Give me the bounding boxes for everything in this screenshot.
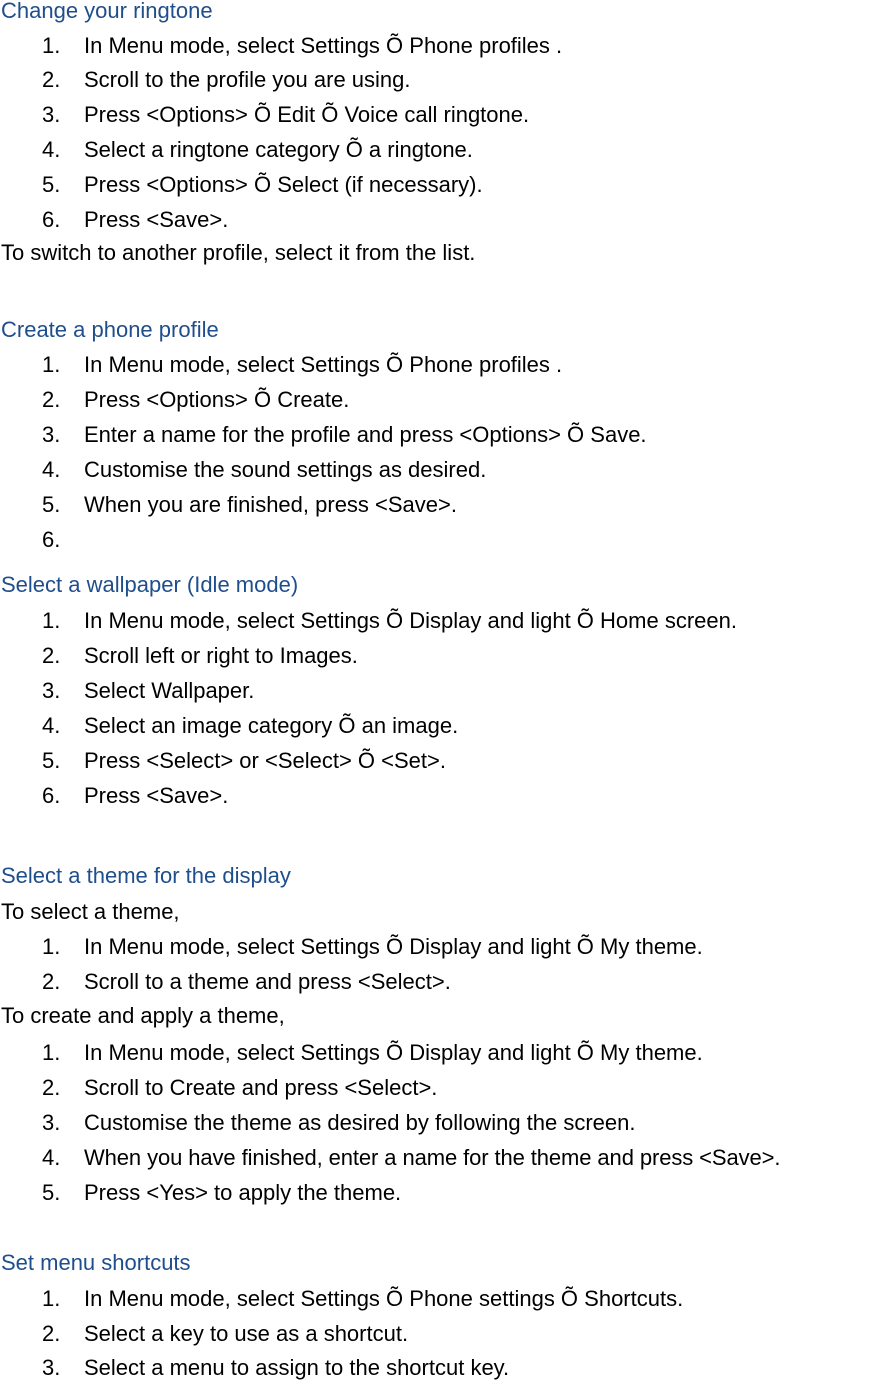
section-heading: Select a wallpaper (Idle mode) (1, 572, 299, 597)
section-heading: Create a phone profile (1, 317, 219, 342)
step-number: 1. (42, 608, 61, 633)
step-text: In Menu mode, select Settings Õ Display and light Õ My theme. (84, 934, 703, 959)
step-text: In Menu mode, select Settings Õ Display and light Õ Home screen. (84, 608, 737, 633)
step-number: 6. (42, 527, 61, 552)
step-number: 5. (42, 492, 61, 517)
step-text: Press <Options> Õ Create. (84, 387, 350, 412)
step-text: Enter a name for the profile and press <Options> Õ Save. (84, 422, 647, 447)
step-number: 3. (42, 678, 61, 703)
step-number: 1. (42, 352, 61, 377)
section-heading: Select a theme for the display (1, 863, 291, 888)
step-number: 2. (42, 643, 61, 668)
note-text: To switch to another profile, select it from the list. (1, 240, 476, 265)
step-text: In Menu mode, select Settings Õ Phone settings Õ Shortcuts. (84, 1286, 684, 1311)
step-text: Customise the theme as desired by following the screen. (84, 1110, 636, 1135)
step-text: In Menu mode, select Settings Õ Phone profiles . (84, 33, 563, 58)
step-text: Customise the sound settings as desired. (84, 457, 487, 482)
section-heading: Change your ringtone (1, 0, 213, 23)
step-text: Scroll to the profile you are using. (84, 67, 411, 92)
intro-text: To select a theme, (1, 899, 180, 924)
step-number: 1. (42, 1040, 61, 1065)
step-text: Press <Options> Õ Edit Õ Voice call ringtone. (84, 102, 530, 127)
step-text: When you have finished, enter a name for the theme and press <Save>. (84, 1145, 781, 1170)
step-number: 5. (42, 172, 61, 197)
step-number: 4. (42, 137, 61, 162)
step-number: 5. (42, 748, 61, 773)
step-text: Select a menu to assign to the shortcut key. (84, 1355, 510, 1380)
step-number: 1. (42, 1286, 61, 1311)
step-number: 3. (42, 1355, 61, 1380)
section-heading: Set menu shortcuts (1, 1250, 191, 1275)
step-number: 2. (42, 1321, 61, 1346)
step-text: Select Wallpaper. (84, 678, 255, 703)
step-number: 4. (42, 457, 61, 482)
step-text: When you are finished, press <Save>. (84, 492, 457, 517)
step-text: Press <Yes> to apply the theme. (84, 1180, 402, 1205)
step-number: 3. (42, 422, 61, 447)
step-text: In Menu mode, select Settings Õ Display and light Õ My theme. (84, 1040, 703, 1065)
step-number: 2. (42, 67, 61, 92)
step-number: 3. (42, 102, 61, 127)
step-text: Scroll left or right to Images. (84, 643, 358, 668)
step-number: 6. (42, 207, 61, 232)
step-text: In Menu mode, select Settings Õ Phone profiles . (84, 352, 563, 377)
step-text: Press <Select> or <Select> Õ <Set>. (84, 748, 446, 773)
step-text: Select a key to use as a shortcut. (84, 1321, 409, 1346)
step-text: Press <Options> Õ Select (if necessary). (84, 172, 483, 197)
step-number: 1. (42, 33, 61, 58)
step-number: 2. (42, 387, 61, 412)
step-number: 3. (42, 1110, 61, 1135)
step-number: 6. (42, 783, 61, 808)
step-text: Press <Save>. (84, 783, 229, 808)
step-number: 4. (42, 713, 61, 738)
step-text: Select a ringtone category Õ a ringtone. (84, 137, 473, 162)
step-number: 4. (42, 1145, 61, 1170)
step-number: 2. (42, 969, 61, 994)
step-text: Scroll to Create and press <Select>. (84, 1075, 438, 1100)
step-number: 1. (42, 934, 61, 959)
step-number: 2. (42, 1075, 61, 1100)
intro-text: To create and apply a theme, (1, 1003, 285, 1028)
step-number: 5. (42, 1180, 61, 1205)
step-text: Press <Save>. (84, 207, 229, 232)
step-text: Scroll to a theme and press <Select>. (84, 969, 451, 994)
step-text: Select an image category Õ an image. (84, 713, 459, 738)
